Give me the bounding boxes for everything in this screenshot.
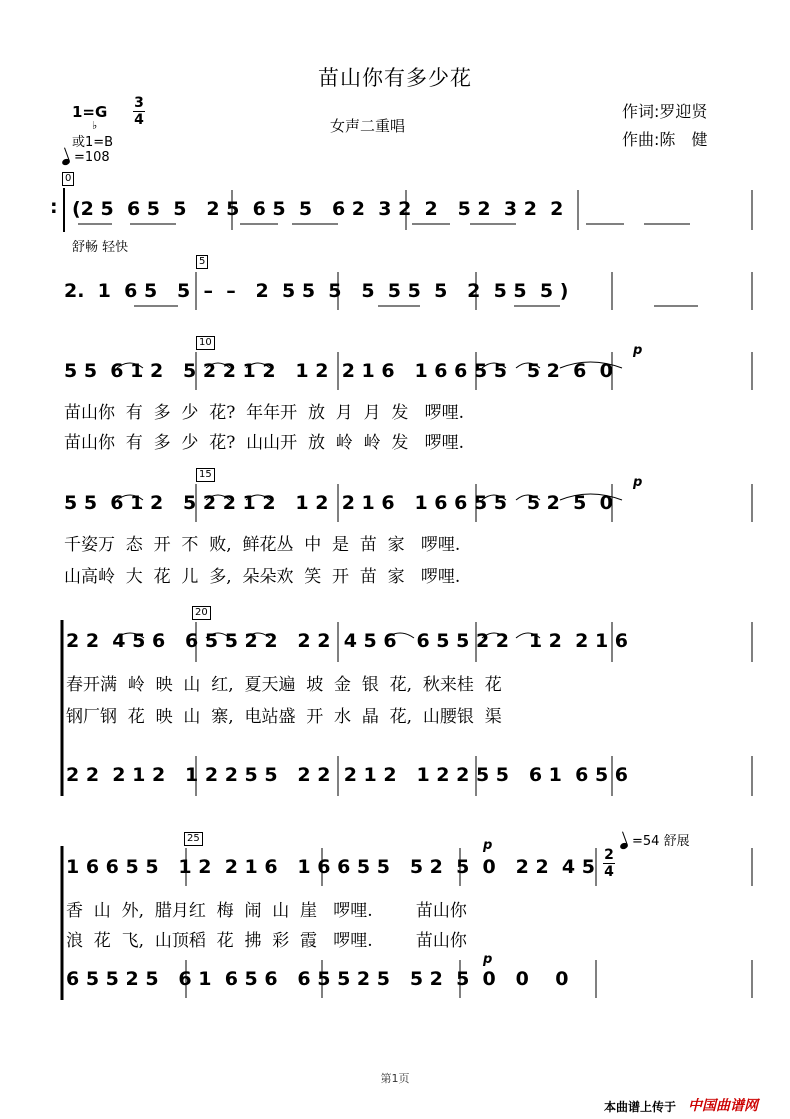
expression-marking: 舒畅 轻快 xyxy=(72,240,129,255)
composer-credit: 作曲:陈 健 xyxy=(622,130,708,149)
lyric-verse-2: 山高岭 大 花 儿 多, 朵朵欢 笑 开 苗 家 啰哩. xyxy=(64,567,461,587)
lyric-verse-2: 钢厂钢 花 映 山 寨, 电站盛 开 水 晶 花, 山腰银 渠 xyxy=(66,707,502,727)
dynamic-marking: p xyxy=(483,952,493,967)
notation-line-3: 5 5 6 1 2 5 2 2 1 2 1 2 2 1 6 1 6 6 5 5 5 2 6 0 xyxy=(64,360,613,382)
lyric-verse-1: 千姿万 态 开 不 败, 鲜花丛 中 是 苗 家 啰哩. xyxy=(64,535,461,555)
repeat-sign: : xyxy=(50,196,58,218)
lyric-verse-2: 浪 花 飞, 山顶稻 花 拂 彩 霞 啰哩. 苗山你 xyxy=(66,931,467,951)
measure-number: 0 xyxy=(62,172,74,186)
meter-top: 2 xyxy=(604,847,614,863)
measure-number: 25 xyxy=(184,832,203,846)
notation-line-1: (2 5 6 5 5 2 5 6 5 5 6 2 3 2 2 5 2 3 2 2 xyxy=(72,198,564,220)
tempo-marking xyxy=(62,150,110,165)
tempo-marking-2 xyxy=(620,830,690,849)
quarter-note-icon xyxy=(619,842,629,850)
meter-bottom: 4 xyxy=(604,864,614,880)
time-signature-2 xyxy=(603,848,615,879)
meter-top: 3 xyxy=(134,95,144,111)
measure-number: 20 xyxy=(192,606,211,620)
song-title: 苗山你有多少花 xyxy=(318,66,472,90)
measure-number: 5 xyxy=(196,255,208,269)
site-logo[interactable]: 中国曲谱网 xyxy=(688,1098,758,1114)
page-number: 第1页 xyxy=(380,1072,410,1085)
lyricist-credit: 作词:罗迎贤 xyxy=(622,102,708,121)
dynamic-marking: p xyxy=(633,343,643,358)
upload-notice: 本曲谱上传于 xyxy=(604,1100,677,1114)
measure-number: 10 xyxy=(196,336,215,350)
flat-sign: ♭ xyxy=(92,119,98,132)
meter-bottom: 4 xyxy=(134,112,144,128)
time-signature xyxy=(133,96,145,127)
lyric-verse-1: 春开满 岭 映 山 红, 夏天遍 坡 金 银 花, 秋来桂 花 xyxy=(66,675,502,695)
notation-line-2: 2. 1 6 5 5 – – 2 5 5 5 5 5 5 5 2 5 5 5 ) xyxy=(64,280,569,302)
key-signature: 1=G xyxy=(72,103,108,121)
alternate-key: 或1=B xyxy=(72,135,114,150)
lyric-verse-1: 香 山 外, 腊月红 梅 闹 山 崖 啰哩. 苗山你 xyxy=(66,901,467,921)
notation-lower-6: 6 5 5 2 5 6 1 6 5 6 6 5 5 2 5 5 2 5 0 0 0 xyxy=(66,968,569,990)
lyric-verse-2: 苗山你 有 多 少 花? 山山开 放 岭 岭 发 啰哩. xyxy=(64,433,464,453)
measure-number: 15 xyxy=(196,468,215,482)
subtitle: 女声二重唱 xyxy=(330,117,406,135)
dynamic-marking: p xyxy=(633,475,643,490)
quarter-note-icon xyxy=(61,158,71,166)
tempo-value: =108 xyxy=(74,150,110,165)
notation-line-4: 5 5 6 1 2 5 2 2 1 2 1 2 2 1 6 1 6 6 5 5 5 2 5 0 xyxy=(64,492,613,514)
notation-lower-5: 2 2 2 1 2 1 2 2 5 5 2 2 2 1 2 1 2 2 5 5 6 1 6 5 6 xyxy=(66,764,629,786)
tempo-value-2: =54 舒展 xyxy=(632,834,690,849)
lyric-verse-1: 苗山你 有 多 少 花? 年年开 放 月 月 发 啰哩. xyxy=(64,403,464,423)
notation-upper-5: 2 2 4 5 6 6 5 5 2 2 2 2 4 5 6 6 5 5 2 2 1 2 2 1 6 xyxy=(66,630,629,652)
dynamic-marking: p xyxy=(483,838,493,853)
notation-upper-6: 1 6 6 5 5 1 2 2 1 6 1 6 6 5 5 5 2 5 0 2 2 4 5 xyxy=(66,856,595,878)
